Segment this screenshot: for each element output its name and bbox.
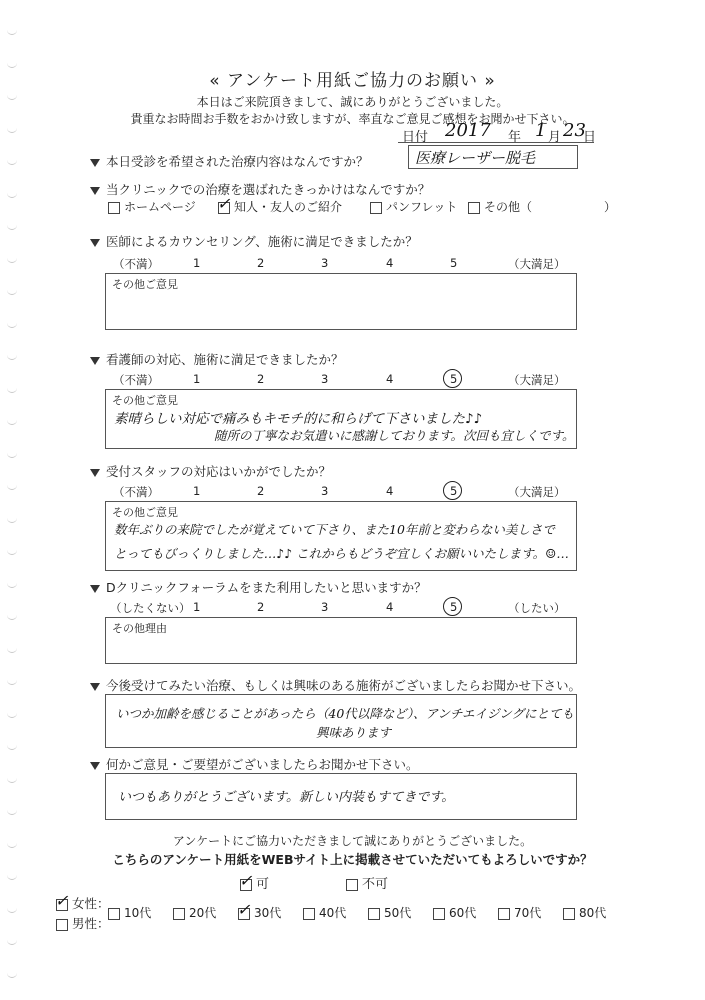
date-year: 2017: [445, 120, 491, 141]
triangle-bullet-icon: [90, 762, 100, 770]
scale-5[interactable]: 5: [450, 484, 458, 498]
q5-comment-line-1: 数年ぶりの来院でしたが覚えていて下さり、また10年前と変わらない美しさで: [114, 522, 555, 537]
q1-answer-box[interactable]: [408, 145, 578, 169]
permission-no[interactable]: 不可: [346, 873, 388, 892]
scale-high-label: （したい）: [508, 601, 566, 615]
binder-hole-icon: [7, 258, 17, 263]
age-70s[interactable]: 70代: [498, 904, 541, 921]
q8-answer-box[interactable]: [105, 773, 577, 820]
q2-other-close: ）: [604, 200, 617, 214]
rating-circle-icon: [443, 481, 462, 500]
binder-hole-icon: [7, 355, 17, 360]
scale-low-label: （したくない）: [110, 601, 191, 615]
q5-comment-box[interactable]: [105, 501, 577, 571]
scale-low-label: （不満）: [113, 485, 159, 499]
binder-hole-icon: [7, 615, 17, 620]
permission-yes[interactable]: ✓ 可: [239, 870, 270, 892]
gender-male[interactable]: 男性：: [56, 914, 110, 932]
question-5: 受付スタッフの対応はいかがでしたか？: [90, 462, 331, 480]
binder-hole-icon: [7, 713, 17, 718]
scale-4[interactable]: 4: [386, 484, 394, 498]
binder-hole-icon: [7, 160, 17, 165]
scale-1[interactable]: 1: [193, 256, 201, 270]
q2-option-other[interactable]: その他（: [468, 198, 532, 215]
triangle-bullet-icon: [90, 357, 100, 365]
date-day-unit: 日: [583, 130, 597, 145]
binder-hole-icon: [7, 778, 17, 783]
scale-3[interactable]: 3: [321, 484, 329, 498]
scale-2[interactable]: 2: [257, 484, 265, 498]
intro-line-1: 本日はご来院頂きまして、誠にありがとうございました。: [196, 95, 509, 109]
binder-hole-icon: [7, 745, 17, 750]
page-title: « アンケート用紙ご協力のお願い »: [209, 71, 496, 91]
age-80s[interactable]: 80代: [563, 904, 606, 921]
scale-2[interactable]: 2: [257, 372, 265, 386]
question-6: Dクリニックフォーラムをまた利用したいと思いますか？: [90, 578, 427, 596]
triangle-bullet-icon: [90, 469, 100, 477]
question-4: 看護師の対応、施術に満足できましたか？: [90, 350, 344, 368]
checkbox-checked[interactable]: [55, 890, 69, 911]
check-mark-icon: ✓: [217, 193, 231, 213]
checkbox-checked[interactable]: [217, 193, 231, 214]
q2-option-referral[interactable]: ✓ 知人・友人のご紹介: [217, 193, 343, 214]
question-7: 今後受けてみたい治療、もしくは興味のある施術がございましたらお聞かせ下さい。: [90, 676, 581, 694]
age-60s[interactable]: 60代: [433, 904, 476, 921]
binder-hole-icon: [7, 420, 17, 425]
q3-box-label: その他ご意見: [112, 278, 178, 291]
closing-thanks: アンケートにご協力いただきまして誠にありがとうございました。: [172, 834, 533, 848]
binder-hole-icon: [7, 680, 17, 685]
scale-5[interactable]: 5: [450, 256, 458, 270]
binder-hole-icon: [7, 323, 17, 328]
checkbox[interactable]: [370, 202, 382, 214]
q8-answer-line-1: いつもありがとうございます。新しい内装もすてきです。: [118, 790, 455, 805]
q6-comment-box[interactable]: [105, 617, 577, 664]
binder-hole-icon: [7, 518, 17, 523]
scale-low-label: （不満）: [113, 373, 159, 387]
scale-3[interactable]: 3: [321, 256, 329, 270]
scale-2[interactable]: 2: [257, 600, 265, 614]
checkbox[interactable]: [108, 908, 120, 920]
q3-comment-box[interactable]: [105, 273, 577, 330]
binder-hole-icon: [7, 30, 17, 35]
checkbox[interactable]: [468, 202, 480, 214]
binder-hole-icon: [7, 485, 17, 490]
binder-hole-icon: [7, 940, 17, 945]
age-40s[interactable]: 40代: [303, 904, 346, 921]
checkbox-checked[interactable]: [239, 870, 253, 891]
checkbox[interactable]: [303, 908, 315, 920]
checkbox[interactable]: [56, 919, 68, 931]
binder-hole-icon: [7, 973, 17, 978]
scale-1[interactable]: 1: [193, 600, 201, 614]
question-8: 何かご意見・ご要望がございましたらお聞かせ下さい。: [90, 755, 419, 773]
q4-comment-line-2: 随所の丁寧なお気遣いに感謝しております。次回も宜しくです。: [214, 428, 575, 443]
q4-comment-line-1: 素晴らしい対応で痛みもキモチ的に和らげて下さいました♪♪: [114, 411, 483, 427]
checkbox[interactable]: [563, 908, 575, 920]
binder-hole-icon: [7, 583, 17, 588]
q4-box-label: その他ご意見: [112, 394, 178, 407]
check-mark-icon: ✓: [239, 870, 253, 890]
scale-5[interactable]: 5: [450, 372, 458, 386]
q7-answer-line-1: いつか加齢を感じることがあったら（40代以降など）、アンチエイジングにとても: [116, 706, 574, 721]
date-year-unit: 年: [508, 130, 522, 145]
checkbox-checked[interactable]: [237, 899, 251, 920]
triangle-bullet-icon: [90, 239, 100, 247]
age-30s[interactable]: ✓ 30代: [237, 899, 282, 920]
triangle-bullet-icon: [90, 159, 100, 167]
q7-answer-line-2: 興味あります: [316, 725, 392, 740]
checkbox[interactable]: [498, 908, 510, 920]
date-label: 日付: [402, 130, 429, 145]
scale-4[interactable]: 4: [386, 372, 394, 386]
q2-option-pamphlet[interactable]: パンフレット: [370, 198, 457, 215]
checkbox[interactable]: [368, 908, 380, 920]
triangle-bullet-icon: [90, 683, 100, 691]
question-3: 医師によるカウンセリング、施術に満足できましたか？: [90, 232, 418, 250]
age-50s[interactable]: 50代: [368, 904, 411, 921]
question-2: 当クリニックでの治療を選ばれたきっかけはなんですか？: [90, 180, 430, 198]
age-20s[interactable]: 20代: [173, 904, 216, 921]
triangle-bullet-icon: [90, 585, 100, 593]
date-month-unit: 月: [548, 130, 562, 145]
rating-circle-icon: [443, 597, 462, 616]
q2-option-homepage[interactable]: ホームページ: [108, 198, 196, 215]
triangle-bullet-icon: [90, 187, 100, 195]
q6-box-label: その他理由: [112, 622, 167, 635]
q4-comment-box[interactable]: [105, 389, 577, 449]
binder-hole-icon: [7, 875, 17, 880]
rating-circle-icon: [443, 369, 462, 388]
binder-hole-icon: [7, 550, 17, 555]
scale-3[interactable]: 3: [321, 372, 329, 386]
scale-2[interactable]: 2: [257, 256, 265, 270]
date-underline: [398, 142, 594, 143]
scale-3[interactable]: 3: [321, 600, 329, 614]
binder-hole-icon: [7, 193, 17, 198]
checkbox[interactable]: [108, 202, 120, 214]
q1-answer: 医療レーザー脱毛: [415, 149, 536, 167]
check-mark-icon: ✓: [237, 899, 251, 919]
scale-5[interactable]: 5: [450, 600, 458, 614]
checkbox[interactable]: [346, 879, 358, 891]
question-1: 本日受診を希望された治療内容はなんですか？: [90, 152, 369, 170]
binder-hole-icon: [7, 453, 17, 458]
gender-female[interactable]: ✓ 女性：: [55, 890, 110, 911]
closing-web-permission: こちらのアンケート用紙をWEBサイト上に掲載させていただいてもよろしいですか？: [112, 852, 593, 867]
binder-hole-icon: [7, 290, 17, 295]
date-day: 23: [563, 120, 586, 141]
age-10s[interactable]: 10代: [108, 904, 151, 921]
binder-hole-icon: [7, 225, 17, 230]
binder-hole-icon: [7, 810, 17, 815]
binder-hole-icon: [7, 648, 17, 653]
scale-low-label: （不満）: [113, 257, 159, 271]
scale-4[interactable]: 4: [386, 256, 394, 270]
binder-hole-icon: [7, 128, 17, 133]
binder-hole-icon: [7, 908, 17, 913]
checkbox[interactable]: [433, 908, 445, 920]
check-mark-icon: ✓: [55, 890, 69, 910]
checkbox[interactable]: [173, 908, 185, 920]
scale-high-label: （大満足）: [508, 257, 566, 271]
scale-1[interactable]: 1: [193, 372, 201, 386]
date-month: 1: [535, 120, 547, 141]
binder-hole-icon: [7, 388, 17, 393]
scale-1[interactable]: 1: [193, 484, 201, 498]
scale-high-label: （大満足）: [508, 485, 566, 499]
scale-high-label: （大満足）: [508, 373, 566, 387]
q7-answer-box[interactable]: [105, 694, 577, 748]
scale-4[interactable]: 4: [386, 600, 394, 614]
intro-line-2: 貴重なお時間お手数をおかけ致しますが、率直なご意見ご感想をお聞かせ下さい。: [130, 112, 575, 126]
q5-comment-line-2: とってもびっくりしました…♪♪ これからもどうぞ宜しくお願いいたします。☺…: [114, 546, 569, 561]
q5-box-label: その他ご意見: [112, 506, 178, 519]
